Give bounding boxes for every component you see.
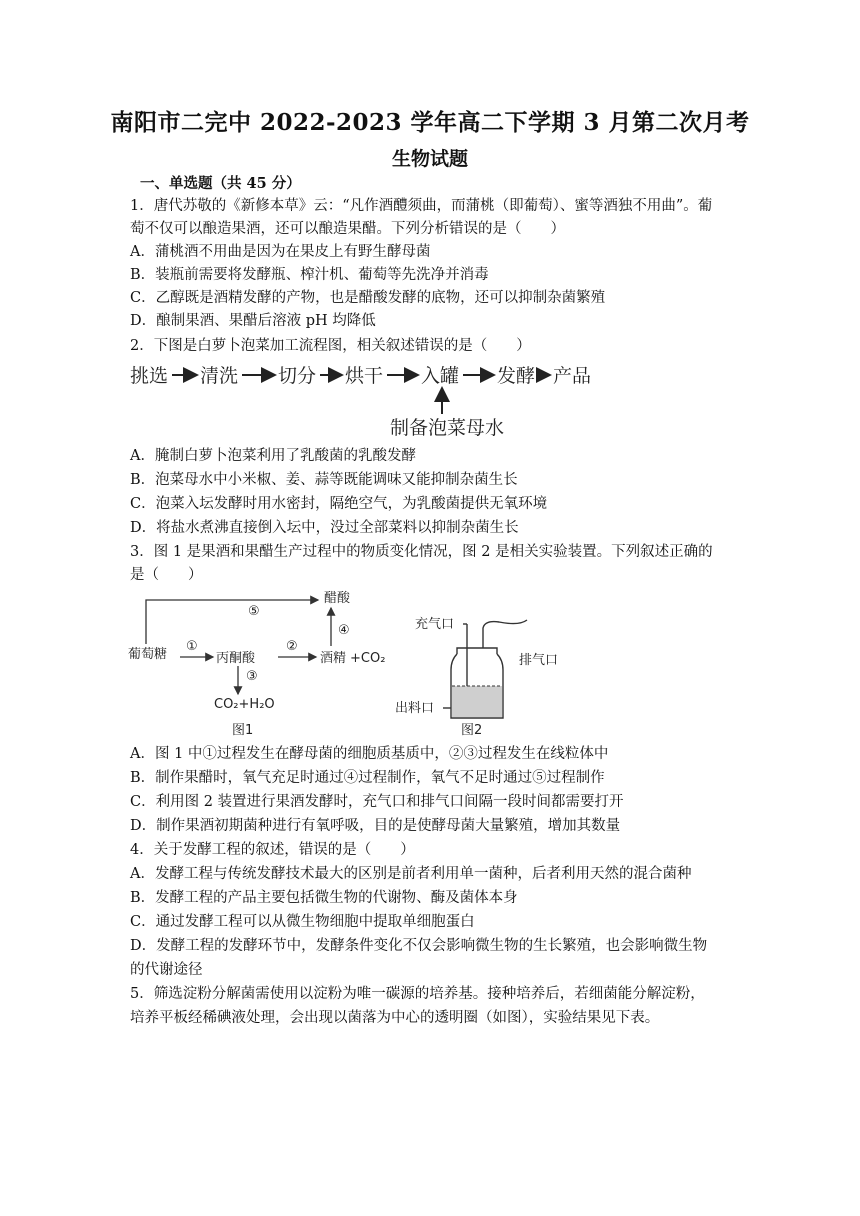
q1-option-a: A．蒲桃酒不用曲是因为在果皮上有野生酵母菌 bbox=[130, 244, 431, 260]
q4-option-c: C．通过发酵工程可以从微生物细胞中提取单细胞蛋白 bbox=[130, 914, 475, 930]
fig1-step-1: ① bbox=[186, 639, 198, 654]
flow-step-6: 发酵 bbox=[497, 365, 536, 387]
flow-step-7: 产品 bbox=[553, 365, 592, 387]
fig1-co2-h2o: CO₂+H₂O bbox=[214, 697, 275, 712]
q3-option-d: D．制作果酒初期菌种进行有氧呼吸，目的是使酵母菌大量繁殖，增加其数量 bbox=[130, 818, 621, 834]
q1-stem-line2: 萄不仅可以酿造果酒，还可以酿造果醋。下列分析错误的是（ ） bbox=[130, 221, 565, 237]
q1-stem-line1: 1．唐代苏敬的《新修本草》云：“凡作酒醴须曲，而蒲桃（即葡萄）、蜜等酒独不用曲”。葡 bbox=[130, 198, 713, 214]
fig1-caption: 图1 bbox=[232, 723, 254, 738]
fig1-step-2: ② bbox=[286, 639, 298, 654]
flow-step-2: 清洗 bbox=[200, 365, 239, 387]
fig1-pyruvate: 丙酮酸 bbox=[216, 651, 256, 666]
section-heading: 一、单选题（共 45 分） bbox=[140, 175, 301, 192]
q4-option-d-line2: 的代谢途径 bbox=[130, 962, 203, 978]
q3-option-a: A．图 1 中①过程发生在酵母菌的细胞质基质中，②③过程发生在线粒体中 bbox=[130, 746, 609, 762]
fig1-arrow-5 bbox=[146, 600, 318, 644]
fig2-liquid bbox=[452, 686, 502, 717]
q3-option-b: B．制作果醋时，氧气充足时通过④过程制作，氧气不足时通过⑤过程制作 bbox=[130, 770, 605, 786]
fig2-inlet-label: 充气口 bbox=[415, 617, 455, 632]
fig2-discharge-label: 出料口 bbox=[395, 701, 435, 716]
flow-step-1: 挑选 bbox=[130, 365, 169, 387]
fig2-outlet-tube bbox=[483, 620, 527, 648]
q1-option-d: D．酿制果酒、果醋后溶液 pH 均降低 bbox=[130, 313, 376, 329]
q4-option-b: B．发酵工程的产品主要包括微生物的代谢物、酶及菌体本身 bbox=[130, 890, 518, 906]
flow-step-5: 入罐 bbox=[421, 365, 460, 387]
flow-step-3: 切分 bbox=[278, 365, 317, 387]
q3-figure2 bbox=[395, 608, 610, 738]
q1-option-c: C．乙醇既是酒精发酵的产物，也是醋酸发酵的底物，还可以抑制杂菌繁殖 bbox=[130, 290, 606, 306]
fig1-step-3: ③ bbox=[246, 669, 258, 684]
flow-input: 制备泡菜母水 bbox=[390, 417, 505, 439]
q2-option-c: C．泡菜入坛发酵时用水密封，隔绝空气，为乳酸菌提供无氧环境 bbox=[130, 496, 548, 512]
exam-title: 南阳市二完中 2022-2023 学年高二下学期 3 月第二次月考 bbox=[110, 109, 750, 136]
q2-option-a: A．腌制白萝卜泡菜利用了乳酸菌的乳酸发酵 bbox=[130, 448, 416, 464]
fig1-acetic-acid: 醋酸 bbox=[324, 591, 351, 606]
fig1-alcohol: 酒精 bbox=[320, 651, 347, 666]
q3-option-c: C．利用图 2 装置进行果酒发酵时，充气口和排气口间隔一段时间都需要打开 bbox=[130, 794, 624, 810]
fig1-co2: +CO₂ bbox=[350, 651, 386, 666]
q2-flowchart bbox=[130, 358, 600, 442]
fig2-cap bbox=[457, 648, 497, 654]
fig1-step-5: ⑤ bbox=[248, 604, 260, 619]
q4-option-d-line1: D．发酵工程的发酵环节中，发酵条件变化不仅会影响微生物的生长繁殖，也会影响微生物 bbox=[130, 938, 708, 954]
fig1-glucose: 葡萄糖 bbox=[128, 647, 168, 662]
exam-subtitle: 生物试题 bbox=[391, 148, 468, 170]
fig1-step-4: ④ bbox=[338, 623, 350, 638]
q2-stem: 2．下图是白萝卜泡菜加工流程图，相关叙述错误的是（ ） bbox=[130, 338, 531, 354]
q3-figure1 bbox=[128, 588, 398, 738]
q5-stem-line2: 培养平板经稀碘液处理，会出现以菌落为中心的透明圈（如图），实验结果见下表。 bbox=[130, 1010, 660, 1026]
fig2-outlet-label: 排气口 bbox=[519, 653, 559, 668]
q4-option-a: A．发酵工程与传统发酵技术最大的区别是前者利用单一菌种，后者利用天然的混合菌种 bbox=[130, 866, 692, 882]
q4-stem: 4．关于发酵工程的叙述，错误的是（ ） bbox=[130, 842, 415, 858]
q2-option-d: D．将盐水煮沸直接倒入坛中，没过全部菜料以抑制杂菌生长 bbox=[130, 520, 519, 536]
q3-stem-line1: 3．图 1 是果酒和果醋生产过程中的物质变化情况，图 2 是相关实验装置。下列叙述正确的 bbox=[130, 544, 713, 560]
q3-stem-line2: 是（ ） bbox=[130, 567, 203, 583]
q2-option-b: B．泡菜母水中小米椒、姜、蒜等既能调味又能抑制杂菌生长 bbox=[130, 472, 518, 488]
q5-stem-line1: 5．筛选淀粉分解菌需使用以淀粉为唯一碳源的培养基。接种培养后，若细菌能分解淀粉， bbox=[130, 986, 705, 1002]
fig2-caption: 图2 bbox=[461, 723, 483, 738]
q1-option-b: B．装瓶前需要将发酵瓶、榨汁机、葡萄等先洗净并消毒 bbox=[130, 267, 489, 283]
flow-step-4: 烘干 bbox=[345, 365, 384, 387]
